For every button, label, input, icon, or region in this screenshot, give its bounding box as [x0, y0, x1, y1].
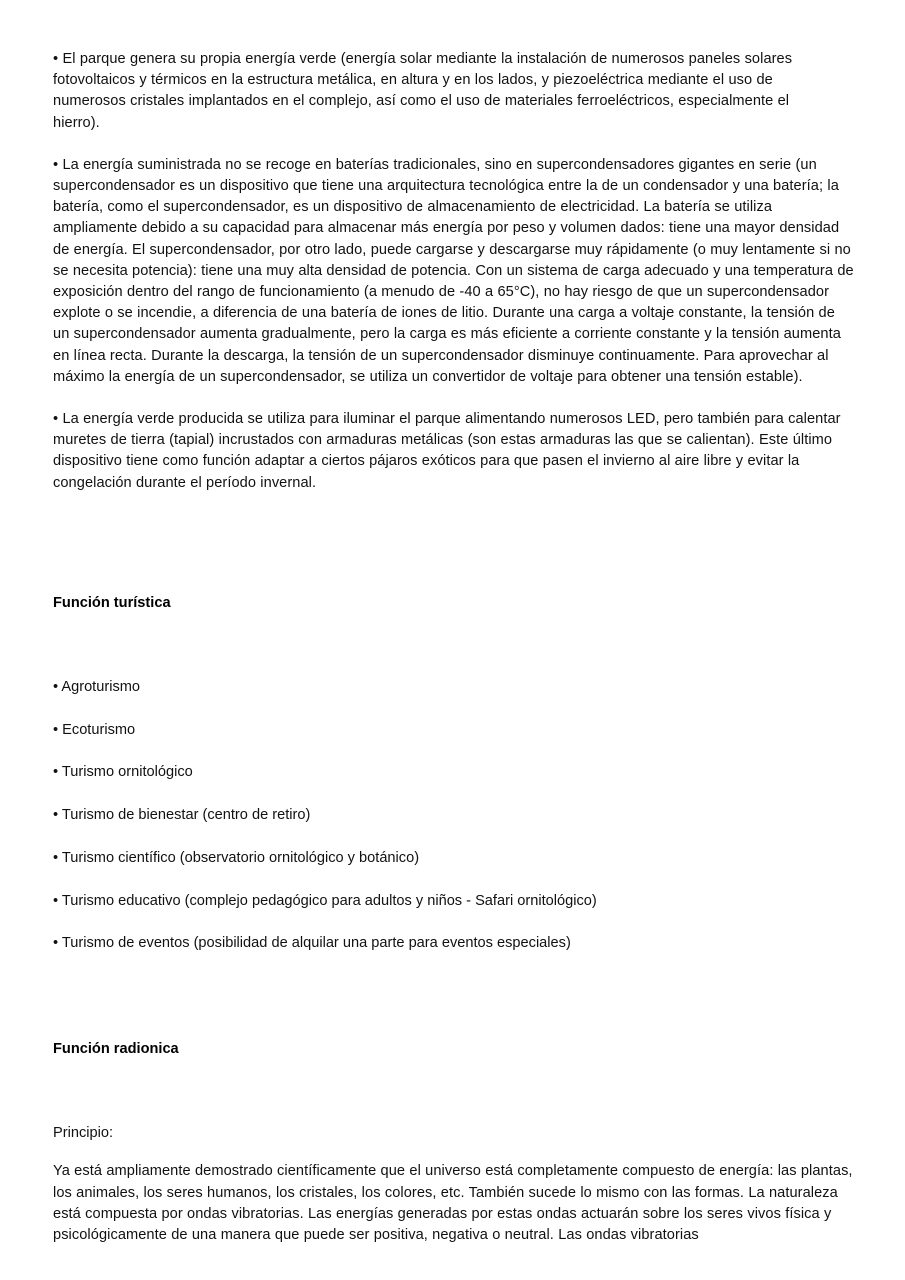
list-item: • Turismo ornitológico: [53, 764, 193, 781]
heading-funcion-radionica: Función radionica: [53, 1040, 179, 1057]
list-item: • Turismo de bienestar (centro de retiro): [53, 807, 311, 824]
tourism-bullet-list: [53, 677, 855, 954]
spacer-after-radionic-heading: [53, 1060, 855, 1123]
paragraph-universe-energy: Ya está ampliamente demostrado científicamente que el universo está completamente compuesto de energía: las plantas, los animales, los seres humanos, los cristales, los colores, etc. También sucede lo mismo con las formas. La naturaleza está compuesta por ondas vibratorias. Las energías generadas por estas ondas actuarán sobre los seres vivos física y psicológicamente de una manera que puede ser positiva, negativa o neutral. Las ondas vibratorias: [53, 1163, 853, 1243]
spacer-after-principio: [53, 1144, 855, 1161]
list-item: • Agroturismo: [53, 679, 141, 696]
spacer-after-tourism-heading: [53, 614, 855, 677]
paragraph-green-energy: • El parque genera su propia energía verde (energía solar mediante la instalación de numerosos paneles solares fotovoltaicos y térmicos en la estructura metálica, en altura y en los lados, y piezoeléctrica mediante el uso de numerosos cristales implantados en el complejo, así como el uso de materiales ferroeléctricos, especialmente el hierro).: [53, 51, 793, 131]
list-item: • Turismo científico (observatorio ornitológico y botánico): [53, 849, 420, 866]
spacer-before-tourism-heading: [53, 515, 855, 593]
spacer-before-radionic-heading: [53, 976, 855, 1039]
paragraph-led-lighting: • La energía verde producida se utiliza para iluminar el parque alimentando numerosos LED, pero también para calentar muretes de tierra (tapial) incrustados con armaduras metálicas (son estas armaduras las que se calientan). Este último dispositivo tiene como función adaptar a ciertos pájaros exóticos para que pasen el invierno al aire libre y evitar la congelación durante el período invernal.: [53, 411, 841, 491]
document-body: [53, 49, 855, 1246]
label-principio: Principio:: [53, 1125, 114, 1142]
paragraph-supercapacitors: • La energía suministrada no se recoge en baterías tradicionales, sino en supercondensadores gigantes en serie (un supercondensador es un dispositivo que tiene una arquitectura tecnológica entre la de un condensador y una batería; la batería, como el supercondensador, es un dispositivo de almacenamiento de electricidad. La batería se utiliza ampliamente debido a su capacidad para almacenar más energía por peso y volumen dados: tiene una mayor densidad de energía. El supercondensador, por otro lado, puede cargarse y descargarse muy rápidamente (o muy lentamente si no se necesita potencia): tiene una muy alta densidad de potencia. Con un sistema de carga adecuado y una temperatura de exposición dentro del rango de funcionamiento (a menudo de -40 a 65°C), no hay riesgo de que un supercondensador explote o se incendie, a diferencia de una batería de iones de litio. Durante una carga a voltaje constante, la tensión de un supercondensador aumenta gradualmente, pero la carga es más eficiente a corriente constante y la tensión aumenta en línea recta. Durante la descarga, la tensión de un supercondensador disminuye continuamente. Para aprovechar al máximo la energía de un supercondensador, se utiliza un convertidor de voltaje para obtener una tensión estable).: [53, 156, 854, 385]
heading-funcion-turistica: Función turística: [53, 594, 171, 611]
list-item: • Ecoturismo: [53, 721, 136, 738]
list-item: • Turismo de eventos (posibilidad de alquilar una parte para eventos especiales): [53, 935, 571, 952]
list-item: • Turismo educativo (complejo pedagógico para adultos y niños - Safari ornitológico): [53, 892, 597, 909]
